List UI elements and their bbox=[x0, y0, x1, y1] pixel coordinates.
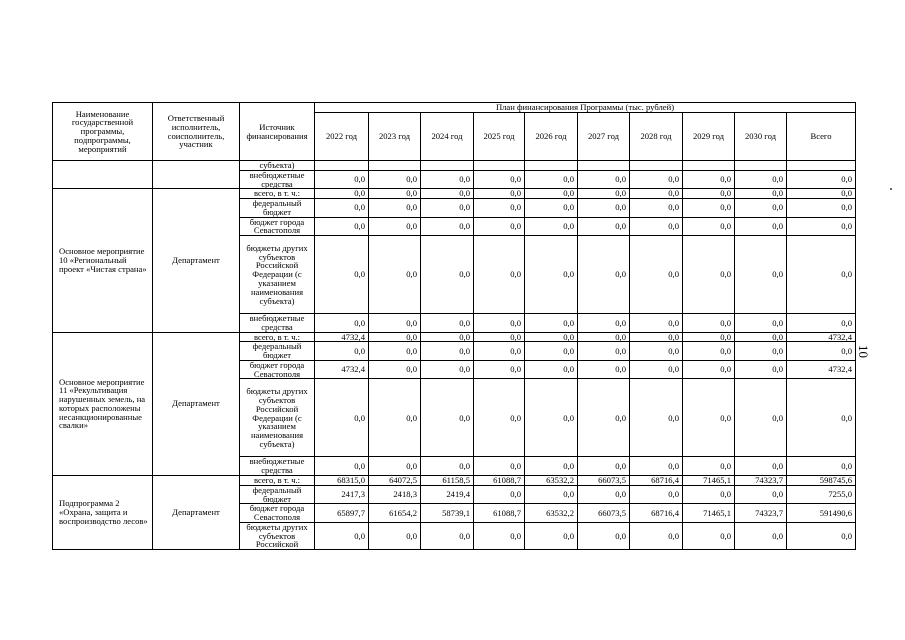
year-value-cell bbox=[474, 161, 525, 171]
program-name-cell: Основное мероприятие 11 «Рекультивация нарушенных земель, на которых расположены несанкционированные свалки» bbox=[53, 332, 153, 475]
year-value-cell: 0,0 bbox=[369, 522, 421, 549]
year-value-cell: 0,0 bbox=[421, 170, 474, 189]
table-body bbox=[53, 161, 856, 550]
year-value-cell: 66073,5 bbox=[578, 476, 630, 486]
year-value-cell: 74323,7 bbox=[735, 476, 787, 486]
year-value-cell: 58739,1 bbox=[421, 504, 474, 523]
year-value-cell: 4732,4 bbox=[315, 332, 369, 342]
year-value-cell: 0,0 bbox=[683, 485, 735, 504]
year-value-cell: 0,0 bbox=[578, 360, 630, 379]
year-value-cell: 0,0 bbox=[683, 360, 735, 379]
year-value-cell: 0,0 bbox=[578, 236, 630, 314]
year-value-cell bbox=[525, 161, 578, 171]
header-year: 2030 год bbox=[735, 113, 787, 161]
year-value-cell: 0,0 bbox=[578, 199, 630, 218]
year-value-cell: 0,0 bbox=[369, 236, 421, 314]
year-value-cell: 0,0 bbox=[578, 217, 630, 236]
year-value-cell: 0,0 bbox=[369, 379, 421, 457]
header-plan: План финансирования Программы (тыс. рублей) bbox=[315, 103, 856, 113]
year-value-cell: 0,0 bbox=[735, 217, 787, 236]
funding-source-cell: бюджет города Севастополя bbox=[240, 504, 315, 523]
year-value-cell: 0,0 bbox=[369, 457, 421, 476]
year-value-cell: 0,0 bbox=[474, 236, 525, 314]
year-value-cell: 0,0 bbox=[578, 522, 630, 549]
year-value-cell: 0,0 bbox=[735, 314, 787, 333]
total-value-cell: 0,0 bbox=[787, 189, 856, 199]
year-value-cell: 0,0 bbox=[474, 457, 525, 476]
total-value-cell: 7255,0 bbox=[787, 485, 856, 504]
financing-table bbox=[52, 102, 856, 550]
header-year: 2028 год bbox=[630, 113, 683, 161]
year-value-cell: 0,0 bbox=[683, 170, 735, 189]
funding-source-cell: всего, в т. ч.: bbox=[240, 189, 315, 199]
year-value-cell: 0,0 bbox=[735, 457, 787, 476]
year-value-cell: 0,0 bbox=[315, 189, 369, 199]
executor-cell bbox=[153, 161, 240, 189]
funding-source-cell: бюджеты других субъектов Российской bbox=[240, 522, 315, 549]
year-value-cell: 68315,0 bbox=[315, 476, 369, 486]
funding-source-cell: бюджет города Севастополя bbox=[240, 360, 315, 379]
funding-source-cell: всего, в т. ч.: bbox=[240, 332, 315, 342]
year-value-cell: 0,0 bbox=[683, 342, 735, 361]
year-value-cell: 0,0 bbox=[369, 189, 421, 199]
year-value-cell: 0,0 bbox=[735, 342, 787, 361]
year-value-cell: 66073,5 bbox=[578, 504, 630, 523]
year-value-cell: 0,0 bbox=[525, 360, 578, 379]
year-value-cell: 0,0 bbox=[474, 379, 525, 457]
year-value-cell bbox=[735, 161, 787, 171]
year-value-cell bbox=[421, 161, 474, 171]
year-value-cell: 63532,2 bbox=[525, 504, 578, 523]
year-value-cell: 68716,4 bbox=[630, 476, 683, 486]
year-value-cell: 0,0 bbox=[735, 189, 787, 199]
table-row bbox=[53, 476, 856, 486]
year-value-cell: 0,0 bbox=[421, 342, 474, 361]
year-value-cell: 0,0 bbox=[578, 189, 630, 199]
year-value-cell: 0,0 bbox=[369, 342, 421, 361]
header-year: 2029 год bbox=[683, 113, 735, 161]
year-value-cell: 0,0 bbox=[683, 522, 735, 549]
year-value-cell: 0,0 bbox=[525, 189, 578, 199]
year-value-cell: 0,0 bbox=[525, 379, 578, 457]
funding-source-cell: федеральный бюджет bbox=[240, 199, 315, 218]
table-row bbox=[53, 332, 856, 342]
funding-source-cell: бюджеты других субъектов Российской Федерации (с указанием наименования субъекта) bbox=[240, 379, 315, 457]
year-value-cell: 0,0 bbox=[525, 170, 578, 189]
year-value-cell: 0,0 bbox=[630, 522, 683, 549]
year-value-cell: 61088,7 bbox=[474, 476, 525, 486]
year-value-cell: 0,0 bbox=[735, 485, 787, 504]
year-value-cell: 0,0 bbox=[474, 189, 525, 199]
year-value-cell: 0,0 bbox=[421, 379, 474, 457]
funding-source-cell: внебюджетные средства bbox=[240, 457, 315, 476]
year-value-cell: 0,0 bbox=[474, 170, 525, 189]
year-value-cell: 0,0 bbox=[369, 199, 421, 218]
year-value-cell: 0,0 bbox=[578, 332, 630, 342]
year-value-cell: 4732,4 bbox=[315, 360, 369, 379]
year-value-cell: 2417,3 bbox=[315, 485, 369, 504]
year-value-cell: 0,0 bbox=[735, 360, 787, 379]
year-value-cell: 0,0 bbox=[421, 189, 474, 199]
scan-artifact bbox=[890, 188, 892, 190]
header-year: 2027 год bbox=[578, 113, 630, 161]
year-value-cell: 0,0 bbox=[683, 199, 735, 218]
year-value-cell: 0,0 bbox=[578, 314, 630, 333]
header-executor: Ответственный исполнитель, соисполнитель, участник bbox=[153, 103, 240, 161]
executor-cell: Департамент bbox=[153, 476, 240, 550]
header-year: 2022 год bbox=[315, 113, 369, 161]
funding-source-cell: всего, в т. ч.: bbox=[240, 476, 315, 486]
year-value-cell: 0,0 bbox=[630, 199, 683, 218]
year-value-cell: 0,0 bbox=[315, 379, 369, 457]
year-value-cell: 0,0 bbox=[525, 522, 578, 549]
year-value-cell: 71465,1 bbox=[683, 504, 735, 523]
year-value-cell: 0,0 bbox=[578, 485, 630, 504]
year-value-cell: 0,0 bbox=[421, 360, 474, 379]
year-value-cell: 0,0 bbox=[315, 342, 369, 361]
year-value-cell: 63532,2 bbox=[525, 476, 578, 486]
year-value-cell: 0,0 bbox=[525, 457, 578, 476]
header-year: 2026 год bbox=[525, 113, 578, 161]
total-value-cell: 0,0 bbox=[787, 236, 856, 314]
page-number: 10 bbox=[856, 345, 871, 358]
executor-cell: Департамент bbox=[153, 189, 240, 332]
program-name-cell: Основное мероприятие 10 «Региональный проект «Чистая страна» bbox=[53, 189, 153, 332]
year-value-cell: 0,0 bbox=[315, 457, 369, 476]
year-value-cell: 0,0 bbox=[578, 170, 630, 189]
year-value-cell: 0,0 bbox=[735, 170, 787, 189]
funding-source-cell: внебюджетные средства bbox=[240, 170, 315, 189]
total-value-cell: 0,0 bbox=[787, 379, 856, 457]
year-value-cell: 0,0 bbox=[630, 236, 683, 314]
total-value-cell: 598745,6 bbox=[787, 476, 856, 486]
year-value-cell: 0,0 bbox=[474, 342, 525, 361]
total-value-cell: 0,0 bbox=[787, 522, 856, 549]
year-value-cell: 61158,5 bbox=[421, 476, 474, 486]
year-value-cell: 0,0 bbox=[474, 332, 525, 342]
funding-source-cell: федеральный бюджет bbox=[240, 342, 315, 361]
year-value-cell: 0,0 bbox=[630, 332, 683, 342]
year-value-cell: 0,0 bbox=[474, 199, 525, 218]
table-row bbox=[53, 161, 856, 171]
header-total: Всего bbox=[787, 113, 856, 161]
header-year: 2024 год bbox=[421, 113, 474, 161]
year-value-cell: 0,0 bbox=[474, 217, 525, 236]
year-value-cell: 0,0 bbox=[315, 236, 369, 314]
year-value-cell: 61088,7 bbox=[474, 504, 525, 523]
year-value-cell: 0,0 bbox=[683, 189, 735, 199]
year-value-cell: 0,0 bbox=[369, 170, 421, 189]
header-year: 2023 год bbox=[369, 113, 421, 161]
year-value-cell: 0,0 bbox=[683, 236, 735, 314]
year-value-cell: 74323,7 bbox=[735, 504, 787, 523]
header-year: 2025 год bbox=[474, 113, 525, 161]
year-value-cell: 0,0 bbox=[474, 522, 525, 549]
year-value-cell: 0,0 bbox=[421, 457, 474, 476]
funding-source-cell: бюджеты других субъектов Российской Федерации (с указанием наименования субъекта) bbox=[240, 236, 315, 314]
year-value-cell: 0,0 bbox=[630, 485, 683, 504]
year-value-cell: 0,0 bbox=[735, 236, 787, 314]
year-value-cell: 0,0 bbox=[525, 217, 578, 236]
total-value-cell: 4732,4 bbox=[787, 332, 856, 342]
year-value-cell: 0,0 bbox=[630, 342, 683, 361]
year-value-cell: 0,0 bbox=[369, 217, 421, 236]
year-value-cell: 0,0 bbox=[421, 314, 474, 333]
funding-source-cell: федеральный бюджет bbox=[240, 485, 315, 504]
year-value-cell: 71465,1 bbox=[683, 476, 735, 486]
year-value-cell: 0,0 bbox=[369, 360, 421, 379]
year-value-cell: 0,0 bbox=[525, 199, 578, 218]
year-value-cell: 0,0 bbox=[630, 217, 683, 236]
year-value-cell: 0,0 bbox=[315, 199, 369, 218]
year-value-cell bbox=[369, 161, 421, 171]
year-value-cell: 65897,7 bbox=[315, 504, 369, 523]
year-value-cell: 0,0 bbox=[578, 379, 630, 457]
year-value-cell: 0,0 bbox=[735, 379, 787, 457]
total-value-cell: 591490,6 bbox=[787, 504, 856, 523]
year-value-cell: 0,0 bbox=[315, 522, 369, 549]
year-value-cell: 0,0 bbox=[525, 485, 578, 504]
year-value-cell bbox=[630, 161, 683, 171]
year-value-cell: 0,0 bbox=[474, 485, 525, 504]
year-value-cell: 0,0 bbox=[421, 199, 474, 218]
funding-source-cell: бюджет города Севастополя bbox=[240, 217, 315, 236]
year-value-cell: 0,0 bbox=[683, 314, 735, 333]
total-value-cell: 0,0 bbox=[787, 170, 856, 189]
total-value-cell: 0,0 bbox=[787, 199, 856, 218]
year-value-cell: 0,0 bbox=[578, 457, 630, 476]
year-value-cell: 61654,2 bbox=[369, 504, 421, 523]
year-value-cell: 0,0 bbox=[525, 314, 578, 333]
header-name: Наименование государственной программы, подпрограммы, мероприятий bbox=[53, 103, 153, 161]
year-value-cell: 2418,3 bbox=[369, 485, 421, 504]
funding-source-cell: субъекта) bbox=[240, 161, 315, 171]
program-name-cell: Подпрограмма 2 «Охрана, защита и воспроизводство лесов» bbox=[53, 476, 153, 550]
year-value-cell: 0,0 bbox=[474, 360, 525, 379]
year-value-cell: 0,0 bbox=[630, 379, 683, 457]
year-value-cell: 0,0 bbox=[315, 314, 369, 333]
total-value-cell bbox=[787, 161, 856, 171]
total-value-cell: 0,0 bbox=[787, 457, 856, 476]
year-value-cell: 0,0 bbox=[735, 522, 787, 549]
year-value-cell: 0,0 bbox=[735, 332, 787, 342]
header-source: Источник финансирования bbox=[240, 103, 315, 161]
year-value-cell: 0,0 bbox=[630, 314, 683, 333]
year-value-cell: 64072,5 bbox=[369, 476, 421, 486]
program-name-cell bbox=[53, 161, 153, 189]
year-value-cell: 0,0 bbox=[630, 170, 683, 189]
funding-source-cell: внебюджетные средства bbox=[240, 314, 315, 333]
year-value-cell: 0,0 bbox=[630, 360, 683, 379]
year-value-cell bbox=[578, 161, 630, 171]
total-value-cell: 0,0 bbox=[787, 217, 856, 236]
total-value-cell: 4732,4 bbox=[787, 360, 856, 379]
executor-cell: Департамент bbox=[153, 332, 240, 475]
year-value-cell: 0,0 bbox=[735, 199, 787, 218]
year-value-cell: 0,0 bbox=[683, 332, 735, 342]
year-value-cell: 2419,4 bbox=[421, 485, 474, 504]
year-value-cell: 0,0 bbox=[578, 342, 630, 361]
year-value-cell: 0,0 bbox=[683, 217, 735, 236]
table-row bbox=[53, 189, 856, 199]
year-value-cell bbox=[315, 161, 369, 171]
year-value-cell: 0,0 bbox=[421, 522, 474, 549]
year-value-cell: 0,0 bbox=[421, 236, 474, 314]
year-value-cell: 0,0 bbox=[525, 236, 578, 314]
year-value-cell: 0,0 bbox=[630, 457, 683, 476]
year-value-cell: 0,0 bbox=[369, 314, 421, 333]
year-value-cell: 0,0 bbox=[369, 332, 421, 342]
year-value-cell: 68716,4 bbox=[630, 504, 683, 523]
year-value-cell: 0,0 bbox=[315, 217, 369, 236]
year-value-cell: 0,0 bbox=[630, 189, 683, 199]
year-value-cell: 0,0 bbox=[421, 332, 474, 342]
year-value-cell: 0,0 bbox=[315, 170, 369, 189]
year-value-cell: 0,0 bbox=[525, 332, 578, 342]
total-value-cell: 0,0 bbox=[787, 314, 856, 333]
total-value-cell: 0,0 bbox=[787, 342, 856, 361]
year-value-cell: 0,0 bbox=[683, 379, 735, 457]
year-value-cell: 0,0 bbox=[525, 342, 578, 361]
year-value-cell: 0,0 bbox=[421, 217, 474, 236]
year-value-cell: 0,0 bbox=[683, 457, 735, 476]
year-value-cell: 0,0 bbox=[474, 314, 525, 333]
year-value-cell bbox=[683, 161, 735, 171]
